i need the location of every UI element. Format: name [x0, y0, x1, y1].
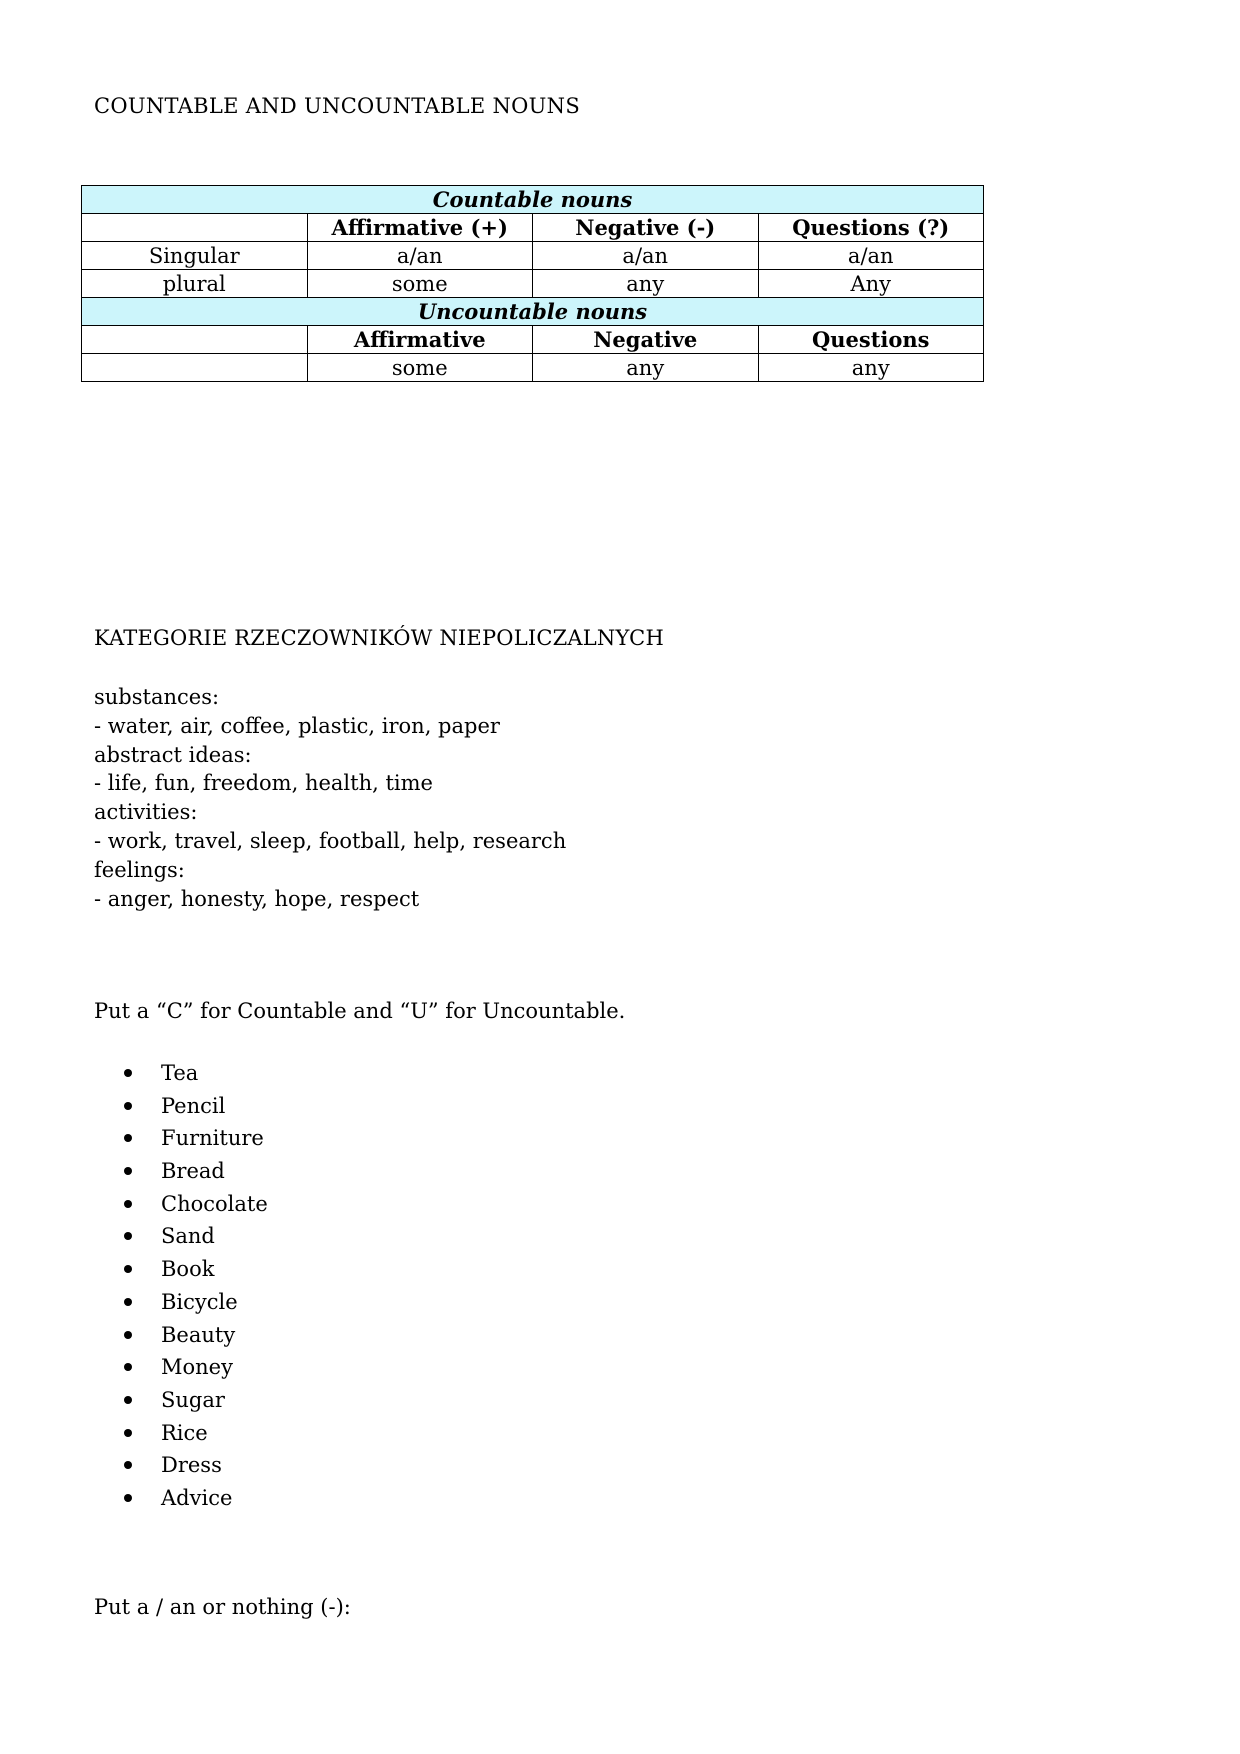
table-cell: some: [307, 270, 533, 298]
column-header: [82, 214, 308, 242]
column-header: Affirmative (+): [307, 214, 533, 242]
bullet-icon: [124, 1134, 132, 1142]
column-header: Questions (?): [758, 214, 984, 242]
exercise1-word-list: [122, 1057, 268, 1515]
table-cell: a/an: [758, 242, 984, 270]
bullet-icon: [124, 1232, 132, 1240]
bullet-icon: [124, 1363, 132, 1371]
word: Furniture: [161, 1126, 264, 1151]
list-item: [122, 1057, 268, 1090]
table-cell: Singular: [82, 242, 308, 270]
list-item: [122, 1188, 268, 1221]
category-label: substances:: [94, 685, 220, 709]
word: Rice: [161, 1420, 208, 1445]
list-item: [122, 1482, 268, 1515]
uncountable-header-row: [82, 298, 984, 326]
bullet-icon: [124, 1298, 132, 1306]
column-header: Negative (-): [533, 214, 759, 242]
table-row: [82, 242, 984, 270]
column-header: [82, 326, 308, 354]
list-item: [122, 1090, 268, 1123]
nouns-table: [81, 185, 984, 382]
word: Pencil: [161, 1093, 226, 1118]
list-item: [122, 1384, 268, 1417]
bullet-icon: [124, 1265, 132, 1273]
bullet-icon: [124, 1331, 132, 1339]
category-examples: - water, air, coffee, plastic, iron, paper: [94, 713, 500, 738]
word: Sugar: [161, 1387, 225, 1412]
word: Beauty: [161, 1322, 236, 1347]
list-item: [122, 1449, 268, 1482]
bullet-icon: [124, 1069, 132, 1077]
category-examples: - anger, honesty, hope, respect: [94, 886, 420, 911]
list-item: [122, 1351, 268, 1384]
category-label: activities:: [94, 800, 198, 825]
list-item: [122, 1417, 268, 1450]
column-header: Questions: [758, 326, 984, 354]
list-item: [122, 1319, 268, 1352]
countable-columns-row: [82, 214, 984, 242]
word: Tea: [161, 1061, 199, 1085]
bullet-icon: [124, 1200, 132, 1208]
word: Advice: [161, 1485, 233, 1510]
column-header: Negative: [533, 326, 759, 354]
uncountable-columns-row: [82, 326, 984, 354]
table-cell: any: [533, 354, 759, 382]
categories-list: [94, 683, 566, 913]
exercise2-instruction: Put a / an or nothing (-):: [94, 1595, 351, 1619]
category-label: abstract ideas:: [94, 742, 252, 767]
word: Sand: [161, 1224, 215, 1249]
table-cell: a/an: [533, 242, 759, 270]
uncountable-section-header: Uncountable nouns: [82, 298, 984, 326]
table-cell: plural: [82, 270, 308, 298]
word: Money: [161, 1355, 233, 1380]
bullet-icon: [124, 1167, 132, 1175]
list-item: [122, 1253, 268, 1286]
bullet-icon: [124, 1461, 132, 1469]
table-cell: any: [533, 270, 759, 298]
page-title: COUNTABLE AND UNCOUNTABLE NOUNS: [94, 94, 581, 118]
column-header: Affirmative: [307, 326, 533, 354]
bullet-icon: [124, 1396, 132, 1404]
category-examples: - life, fun, freedom, health, time: [94, 771, 433, 796]
table-cell: some: [307, 354, 533, 382]
category-examples: - work, travel, sleep, football, help, research: [94, 828, 567, 853]
table-row: [82, 270, 984, 298]
word: Bicycle: [161, 1289, 238, 1314]
list-item: [122, 1155, 268, 1188]
table-cell: [82, 354, 308, 382]
list-item: [122, 1220, 268, 1253]
word: Book: [161, 1257, 215, 1282]
category-label: feelings:: [94, 857, 185, 882]
countable-section-header: Countable nouns: [82, 186, 984, 214]
list-item: [122, 1122, 268, 1155]
word: Chocolate: [161, 1191, 268, 1216]
countable-header-row: [82, 186, 984, 214]
table-cell: a/an: [307, 242, 533, 270]
bullet-icon: [124, 1429, 132, 1437]
table-row: [82, 354, 984, 382]
table-cell: Any: [758, 270, 984, 298]
bullet-icon: [124, 1494, 132, 1502]
bullet-icon: [124, 1102, 132, 1110]
table-cell: any: [758, 354, 984, 382]
exercise1-instruction: Put a “C” for Countable and “U” for Uncountable.: [94, 999, 626, 1023]
word: Bread: [161, 1159, 225, 1184]
categories-title: KATEGORIE RZECZOWNIKÓW NIEPOLICZALNYCH: [94, 626, 664, 650]
word: Dress: [161, 1453, 222, 1478]
list-item: [122, 1286, 268, 1319]
